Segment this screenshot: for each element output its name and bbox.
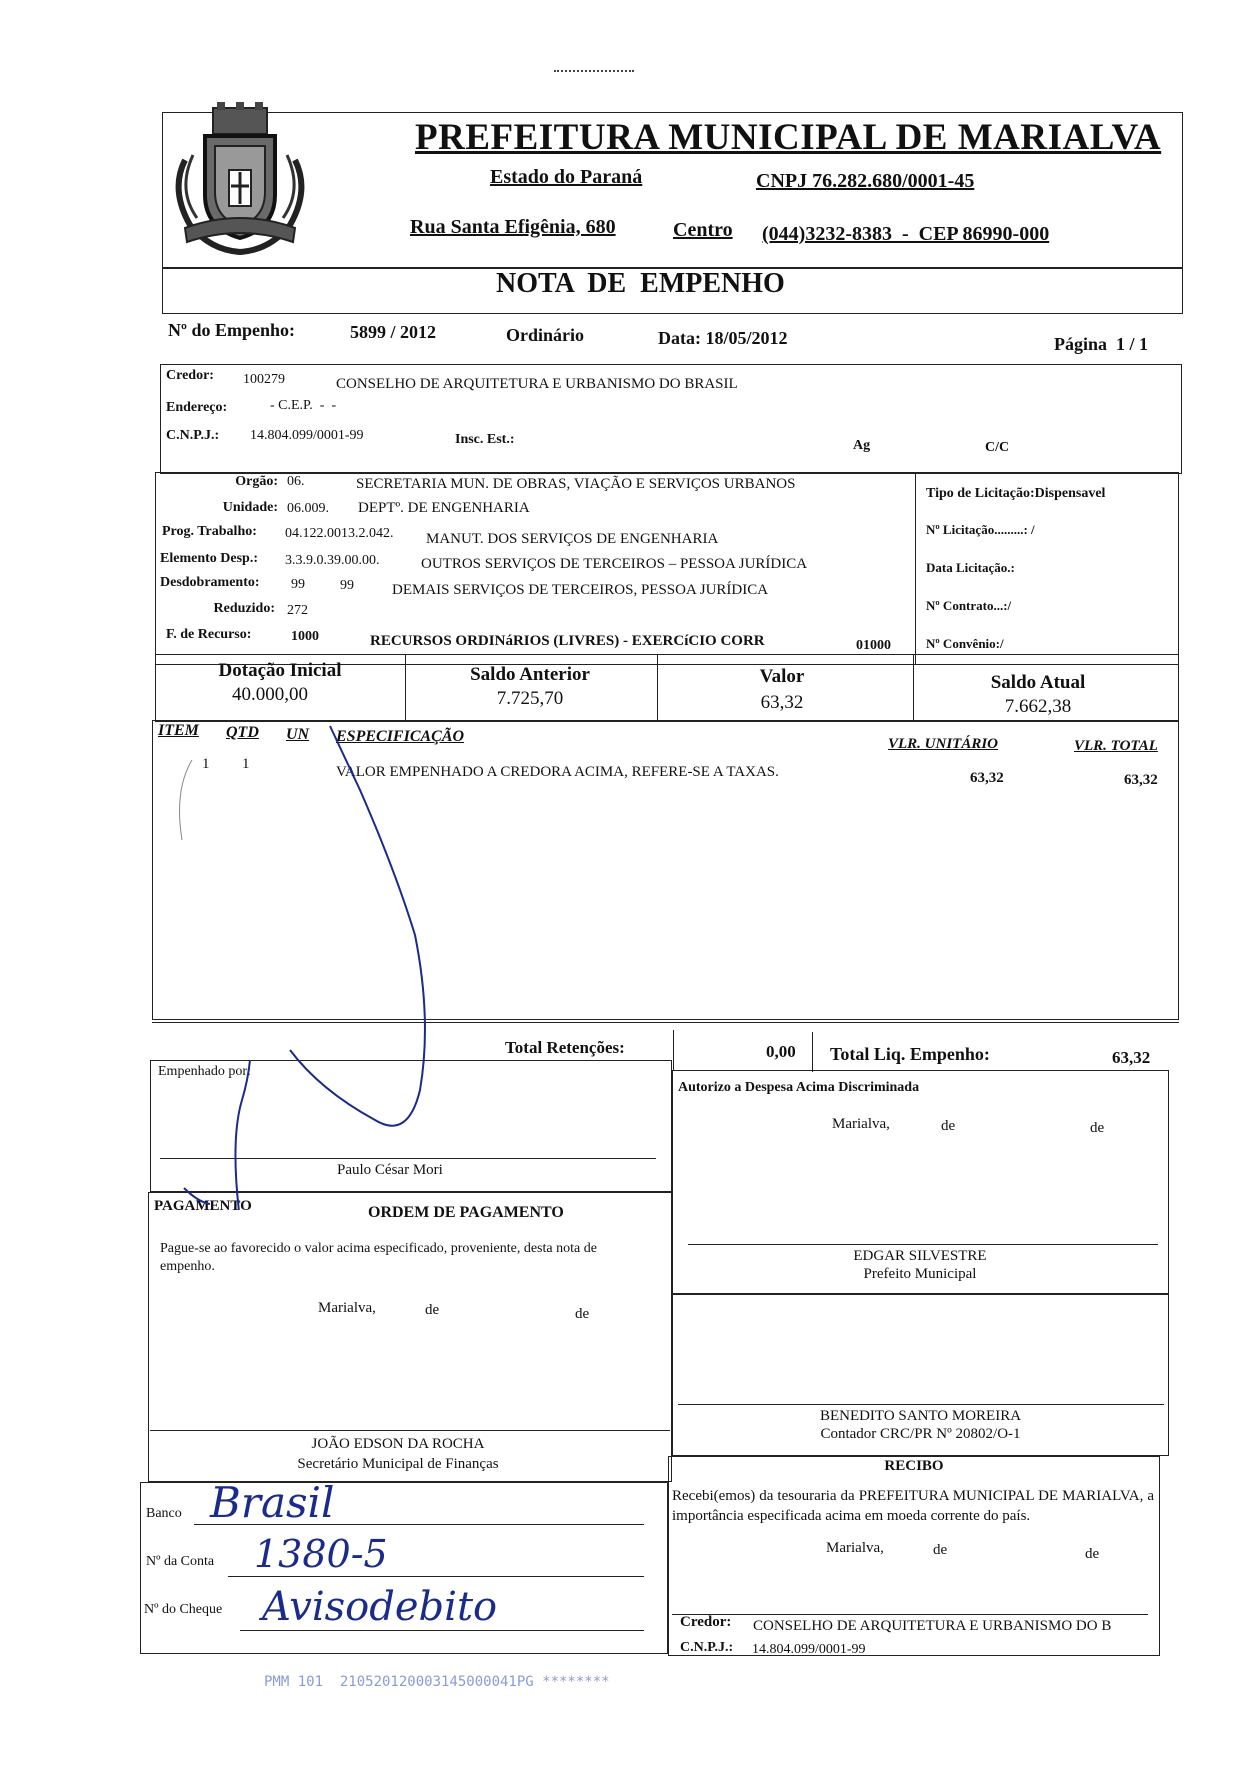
header-cnpj: CNPJ 76.282.680/0001-45 — [756, 170, 975, 192]
desd-b: 99 — [340, 578, 354, 593]
header-district: Centro — [673, 219, 733, 241]
row-unit: 63,32 — [970, 770, 1004, 786]
recibo-de1: de — [933, 1542, 948, 1558]
anterior-label: Saldo Anterior — [470, 664, 590, 685]
pagamento-title: ORDEM DE PAGAMENTO — [368, 1204, 564, 1221]
recurso-label: F. de Recurso: — [166, 627, 252, 642]
contador-name: BENEDITO SANTO MOREIRA — [819, 1408, 1022, 1424]
row-item: 1 — [202, 756, 210, 772]
orgao-code: 06. — [287, 474, 305, 489]
header-phone-cep: (044)3232-8383 - CEP 86990-000 — [762, 223, 1050, 245]
saldos-divider-3 — [913, 654, 914, 722]
credor-label: Credor: — [166, 368, 214, 383]
address-label: Endereço: — [166, 400, 228, 415]
conta-line — [228, 1576, 644, 1577]
empenhado-label: Empenhado por: — [158, 1064, 251, 1079]
address-value: - C.E.P. - - — [270, 398, 337, 413]
unidade-code: 06.009. — [287, 501, 329, 516]
valor-value: 63,32 — [760, 692, 804, 713]
desd-name: DEMAIS SERVIÇOS DE TERCEIROS, PESSOA JURÍDICA — [392, 582, 769, 598]
prog-code: 04.122.0013.2.042. — [285, 526, 394, 541]
elem-label: Elemento Desp.: — [160, 551, 258, 566]
header-street: Rua Santa Efigênia, 680 — [410, 216, 616, 238]
autorizo-sign-line — [688, 1244, 1158, 1245]
ag-label: Ag — [853, 438, 871, 453]
col-spec: ESPECIFICAÇÃO — [336, 728, 465, 745]
anterior-value: 7.725,70 — [496, 688, 564, 709]
empenho-type: Ordinário — [506, 325, 585, 345]
pagamento-signer-role: Secretário Municipal de Finanças — [297, 1456, 499, 1472]
prog-name: MANUT. DOS SERVIÇOS DE ENGENHARIA — [426, 531, 719, 547]
header-state: Estado do Paraná — [490, 166, 643, 188]
autorizo-de2: de — [1090, 1120, 1105, 1136]
contador-sign-line — [678, 1404, 1164, 1405]
licitacao-tipo — [926, 486, 1105, 502]
totais-divider-1 — [673, 1030, 674, 1070]
pagamento-city: Marialva, — [318, 1300, 376, 1316]
recibo-credor-label: Credor: — [680, 1614, 732, 1630]
cheque-label: Nº do Cheque — [144, 1602, 223, 1617]
row-total: 63,32 — [1124, 772, 1158, 788]
ret-value: 0,00 — [766, 1042, 796, 1061]
orgao-name: SECRETARIA MUN. DE OBRAS, VIAÇÃO E SERVIÇOS URBANOS — [356, 476, 796, 492]
recibo-credor-name: CONSELHO DE ARQUITETURA E URBANISMO DO B — [753, 1618, 1112, 1634]
footer-code: PMM 101 210520120003145000041PG ******** — [264, 1674, 610, 1690]
row-qtd: 1 — [242, 756, 250, 772]
pagamento-text: Pague-se ao favorecido o valor acima especificado, proveniente, desta nota de empenho. — [160, 1241, 597, 1274]
recibo-text: Recebi(emos) da tesouraria da PREFEITURA MUNICIPAL DE MARIALVA, a importância especificada acima em moeda corrente do país. — [672, 1488, 1154, 1524]
recibo-city: Marialva, — [826, 1540, 884, 1556]
cheque-handwritten: Avisodebito — [262, 1584, 498, 1630]
liq-label: Total Liq. Empenho: — [830, 1044, 990, 1064]
reduzido-label: Reduzido: — [213, 601, 275, 616]
header-title: PREFEITURA MUNICIPAL DE MARIALVA — [415, 117, 1162, 158]
elem-name: OUTROS SERVIÇOS DE TERCEIROS – PESSOA JURÍDICA — [421, 556, 808, 572]
ret-label: Total Retenções: — [505, 1038, 625, 1057]
insc-label: Insc. Est.: — [455, 432, 515, 447]
coat-of-arms-logo — [165, 100, 315, 260]
liq-value: 63,32 — [1112, 1048, 1151, 1067]
col-qtd: QTD — [226, 724, 259, 741]
autorizo-signer-role: Prefeito Municipal — [863, 1266, 977, 1282]
recurso-name: RECURSOS ORDINáRIOS (LIVRES) - EXERCíCIO CORR — [370, 633, 765, 649]
dotacao-label: Dotação Inicial — [218, 660, 342, 681]
licitacao-data: Data Licitação.: — [926, 560, 1015, 575]
valor-label: Valor — [759, 666, 805, 687]
empenho-page: Página 1 / 1 — [1054, 334, 1149, 354]
saldos-divider-1 — [405, 654, 406, 722]
banco-label: Banco — [146, 1506, 182, 1521]
pagamento-signer-name: JOÃO EDSON DA ROCHA — [311, 1436, 485, 1452]
conta-handwritten: 1380-5 — [254, 1532, 388, 1576]
recurso-extra: 01000 — [856, 638, 891, 653]
pagamento-de2: de — [575, 1306, 590, 1322]
licitacao-contrato: Nº Contrato...:/ — [926, 598, 1012, 613]
col-unit: VLR. UNITÁRIO — [888, 736, 999, 752]
empenho-number: 5899 / 2012 — [350, 322, 437, 342]
unidade-label: Unidade: — [222, 500, 278, 515]
pagamento-sign-line — [150, 1430, 670, 1431]
cnpj-label: C.N.P.J.: — [166, 428, 220, 443]
col-un: UN — [286, 726, 310, 743]
credor-code: 100279 — [243, 372, 285, 387]
licitacao-tipo-text: Tipo de Licitação:Dispensavel — [926, 486, 1106, 501]
autorizo-de1: de — [941, 1118, 956, 1134]
orgao-label: Orgão: — [235, 474, 278, 489]
cheque-line — [240, 1630, 644, 1631]
cc-label: C/C — [985, 440, 1010, 455]
banco-handwritten: Brasil — [210, 1478, 335, 1527]
recurso-code: 1000 — [291, 629, 319, 644]
reduzido-code: 272 — [287, 603, 308, 618]
classificacao-divider — [915, 472, 916, 665]
autorizo-signer-name: EDGAR SILVESTRE — [853, 1248, 987, 1264]
row-spec: VALOR EMPENHADO A CREDORA ACIMA, REFERE-SE A TAXAS. — [336, 764, 779, 780]
credor-name: CONSELHO DE ARQUITETURA E URBANISMO DO BRASIL — [336, 376, 738, 392]
conta-label: Nº da Conta — [146, 1554, 215, 1569]
saldos-divider-2 — [657, 654, 658, 722]
desd-a: 99 — [291, 577, 305, 592]
empenho-label: Nº do Empenho: — [168, 320, 295, 340]
recibo-de2: de — [1085, 1546, 1100, 1562]
desd-label: Desdobramento: — [160, 575, 260, 590]
autorizo-title: Autorizo a Despesa Acima Discriminada — [678, 1080, 920, 1095]
licitacao-convenio: Nº Convênio:/ — [926, 636, 1004, 651]
elem-code: 3.3.9.0.39.00.00. — [285, 553, 380, 568]
atual-value: 7.662,38 — [1004, 696, 1072, 717]
autorizo-city: Marialva, — [832, 1116, 890, 1132]
doc-title: NOTA DE EMPENHO — [496, 268, 785, 299]
recibo-cnpj-label: C.N.P.J.: — [680, 1640, 734, 1655]
signature-scribble — [170, 720, 470, 1210]
pagamento-de1: de — [425, 1302, 440, 1318]
totais-divider-2 — [812, 1032, 813, 1072]
col-total: VLR. TOTAL — [1074, 738, 1158, 754]
unidade-name: DEPTº. DE ENGENHARIA — [358, 500, 530, 516]
dotacao-value: 40.000,00 — [232, 684, 308, 705]
col-item: ITEM — [158, 722, 199, 739]
empenho-date: Data: 18/05/2012 — [658, 328, 788, 348]
licitacao-numero: Nº Licitação.........: / — [926, 522, 1035, 537]
recibo-credor-line — [672, 1614, 1148, 1615]
scan-mark — [554, 70, 634, 76]
contador-role: Contador CRC/PR Nº 20802/O-1 — [820, 1426, 1021, 1442]
recibo-cnpj: 14.804.099/0001-99 — [752, 1642, 866, 1657]
atual-label: Saldo Atual — [990, 672, 1086, 693]
cnpj-value: 14.804.099/0001-99 — [250, 428, 364, 443]
empenhado-name: Paulo César Mori — [337, 1162, 443, 1178]
pagamento-label: PAGAMENTO — [154, 1198, 252, 1214]
prog-label: Prog. Trabalho: — [162, 524, 257, 539]
recibo-title: RECIBO — [884, 1458, 944, 1474]
